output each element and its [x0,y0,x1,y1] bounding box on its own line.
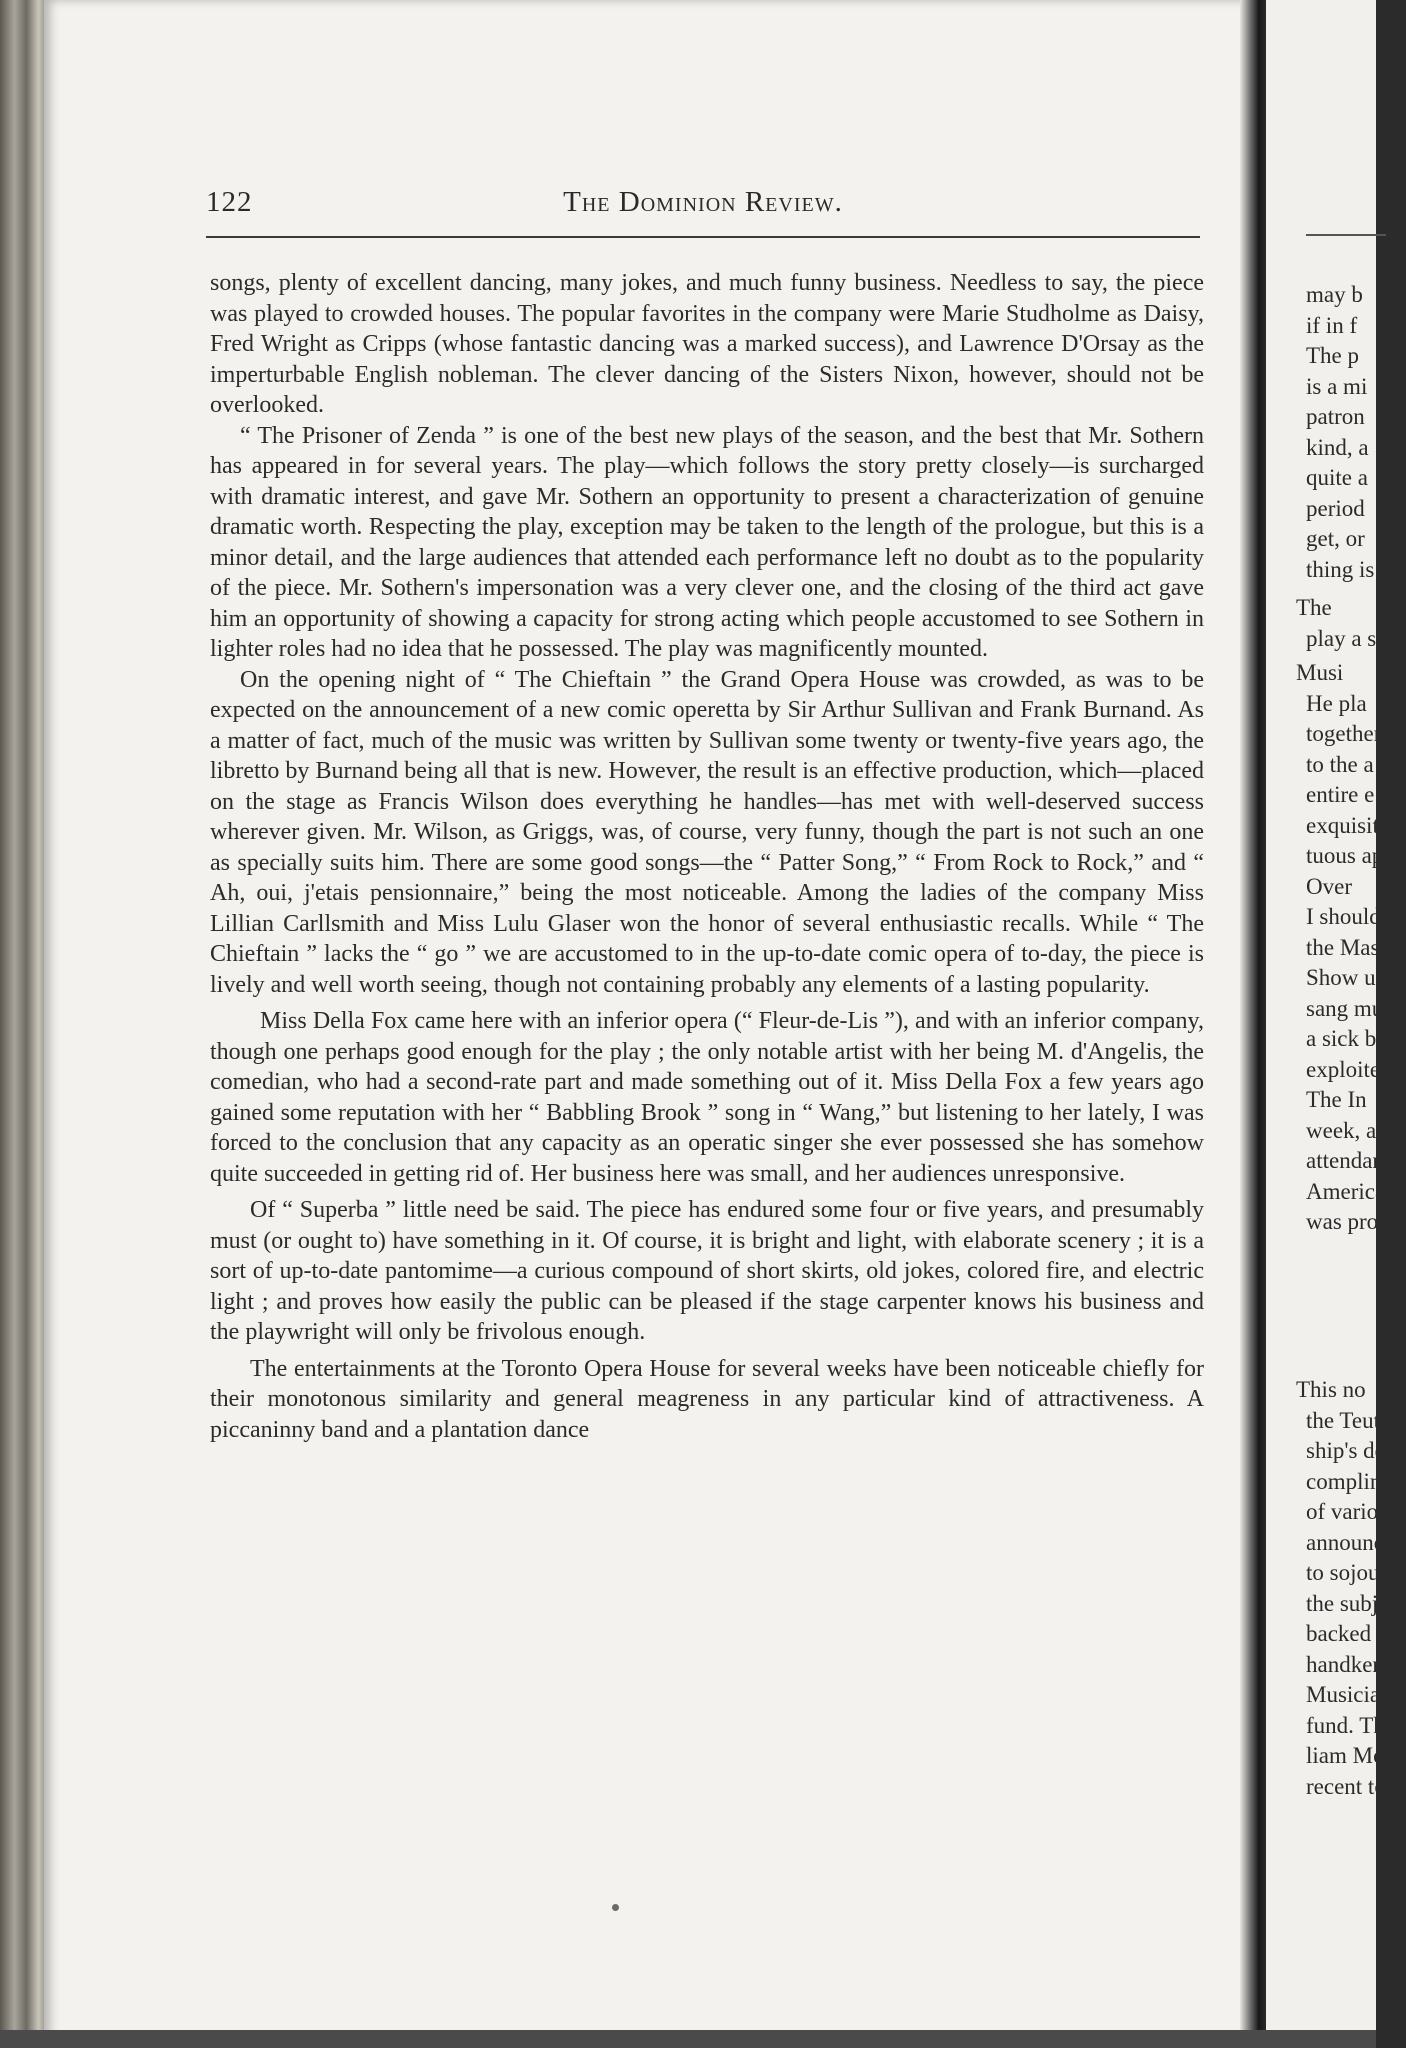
article-body [210,268,1204,1445]
book-spine-edge [0,0,48,2048]
paragraph: Miss Della Fox came here with an inferior opera (“ Fleur-de-Lis ”), and with an inferior company, though one perhaps good enough for the play ; the only notable artist with her being M. d'Angelis, the comedian, who had a second-rate part and made something out of it. Miss Della Fox a few years ago gained some reputation with her “ Babbling Brook ” song in “ Wang,” but listening to her lately, I was forced to the conclusion that any capacity as an operatic singer she ever possessed she has somehow quite succeeded in getting rid of. Her business here was small, and her audiences unresponsive. [210,1008,1204,1187]
next-page-line: together [1306,721,1382,746]
next-page-line: the subjec [1306,1590,1399,1616]
paragraph: Of “ Superba ” little need be said. The piece has endured some four or five years, and presumably must (or ought to) have something in it. Of course, it is bright and light, with elaborate scenery ; it is a sort of up-to-date pantomime—a curious compound of short skirts, old jokes, colored fire, and electric light ; and proves how easily the public can be pleased if the stage carpenter knows his business and the playwright will only be frivolous enough. [210,1197,1204,1345]
next-page-line: to sojourn [1306,1560,1399,1585]
next-page-line: Show un [1306,965,1388,990]
running-title: The Dominion Review. [563,186,843,218]
next-page-header-rule [1306,234,1386,236]
next-page-line: fund. Th [1306,1712,1385,1738]
paragraph: songs, plenty of excellent dancing, many jokes, and much funny business. Needless to say, the piece was played to crowded houses. The popular favorites in the company were Marie Studholme as Daisy, Fred Wright as Cripps (whose fantastic dancing was a marked success), and Lawrence D'Orsay as the imperturbable English nobleman. The clever dancing of the Sisters Nixon, however, should not be overlooked. [210,270,1204,418]
next-page-line: This no [1296,1377,1366,1402]
next-page-line: exquisite [1306,812,1390,838]
next-page-line: period [1306,495,1365,521]
next-page-line: complime [1306,1468,1398,1494]
scan-bottom-edge [0,2030,1376,2048]
next-page-line: thing is [1306,556,1375,582]
next-page-line: handkerch [1306,1651,1402,1677]
next-page-line: is a mi [1306,373,1368,399]
next-page-line: a sick be [1306,1026,1387,1051]
next-page-line: may b [1306,282,1363,307]
next-page-line: play a s [1306,625,1377,651]
paragraph: “ The Prisoner of Zenda ” is one of the best new plays of the season, and the best that Mr. Sothern has appeared in for several years. The play—which follows the story pretty closely—is surcharged with dramatic interest, and gave Mr. Sothern an opportunity to present a characterization of genuine dramatic worth. Respecting the play, exception may be taken to the length of the prologue, but this is a minor detail, and the large audiences that attended each performance left no doubt as to the popularity of the piece. Mr. Sothern's impersonation was a very clever one, and the closing of the third act gave him an opportunity of showing a capacity for strong acting which people accustomed to see Sothern in lighter roles had no idea that he possessed. The play was magnificently mounted. [210,422,1204,662]
next-page-line: I should [1306,904,1381,929]
next-page-line: sang mu [1306,995,1384,1021]
next-page-line: the Teuto [1306,1407,1392,1433]
next-page-line: Musi [1296,660,1344,685]
paragraph: The entertainments at the Toronto Opera House for several weeks have been noticeable chiefly for their monotonous similarity and general meagreness in any particular kind of attractiveness. A piccaninny band and a plantation dance [210,1355,1204,1443]
page-right-partial [1266,0,1406,2040]
next-page-line: The In [1306,1087,1367,1112]
next-page-line: week, as [1306,1117,1386,1143]
next-page-line: was proba [1306,1209,1400,1234]
paragraph: On the opening night of “ The Chieftain ” the Grand Opera House was crowded, as was to be expected on the announcement of a new comic operetta by Sir Arthur Sullivan and Frank Burnand. As a matter of fact, much of the music was written by Sullivan some twenty or twenty-five years ago, the libretto by Burnand being all that is new. However, the result is an effective production, which—placed on the stage as Francis Wilson does everything he handles—has met with well-deserved success wherever given. Mr. Wilson, as Griggs, was, of course, very funny, though the part is not such an one as specially suits him. There are some good songs—the “ Patter Song,” “ From Rock to Rock,” and “ Ah, oui, j'etais pensionnaire,” being the most noticeable. Among the ladies of the company Miss Lillian Carllsmith and Miss Lulu Glaser won the honor of several enthusiastic recalls. While “ The Chieftain ” lacks the “ go ” we are accustomed to in the up-to-date comic opera of to-day, the piece is lively and well worth seeing, though not containing probably any elements of a lasting popularity. [210,666,1204,998]
header-rule [206,236,1200,238]
next-page-line: backed ou [1306,1621,1400,1646]
next-page-line: Musicians [1306,1682,1401,1707]
next-page-line: tuous ap [1306,843,1384,868]
next-page-line: announced [1306,1529,1406,1555]
page-number: 122 [206,186,253,218]
next-page-line: entire e [1306,782,1375,807]
next-page-line: liam Moso [1306,1743,1406,1768]
next-page-line: The [1296,595,1332,620]
next-page-line: get, or [1306,526,1365,551]
next-page-line: exploited [1306,1056,1392,1082]
page-header [206,186,1200,226]
page-mark [612,1904,619,1911]
next-page-line: He pla [1306,690,1367,716]
next-page-line: kind, a [1306,434,1369,460]
next-page-line: to the a [1306,751,1374,777]
next-page-line: Over [1306,873,1352,899]
next-page-line: The p [1306,343,1360,368]
next-page-line: patron [1306,404,1365,429]
next-page-line: quite a [1306,465,1368,490]
next-page-line: the Mass [1306,934,1389,960]
next-page-line: recent tou [1306,1773,1398,1799]
next-page-line: of various [1306,1499,1399,1524]
next-page-line: ship's dec [1306,1438,1396,1463]
next-page-line: attendanc [1306,1148,1395,1173]
next-page-line: America [1306,1178,1386,1204]
next-page-line: if in f [1306,312,1358,338]
